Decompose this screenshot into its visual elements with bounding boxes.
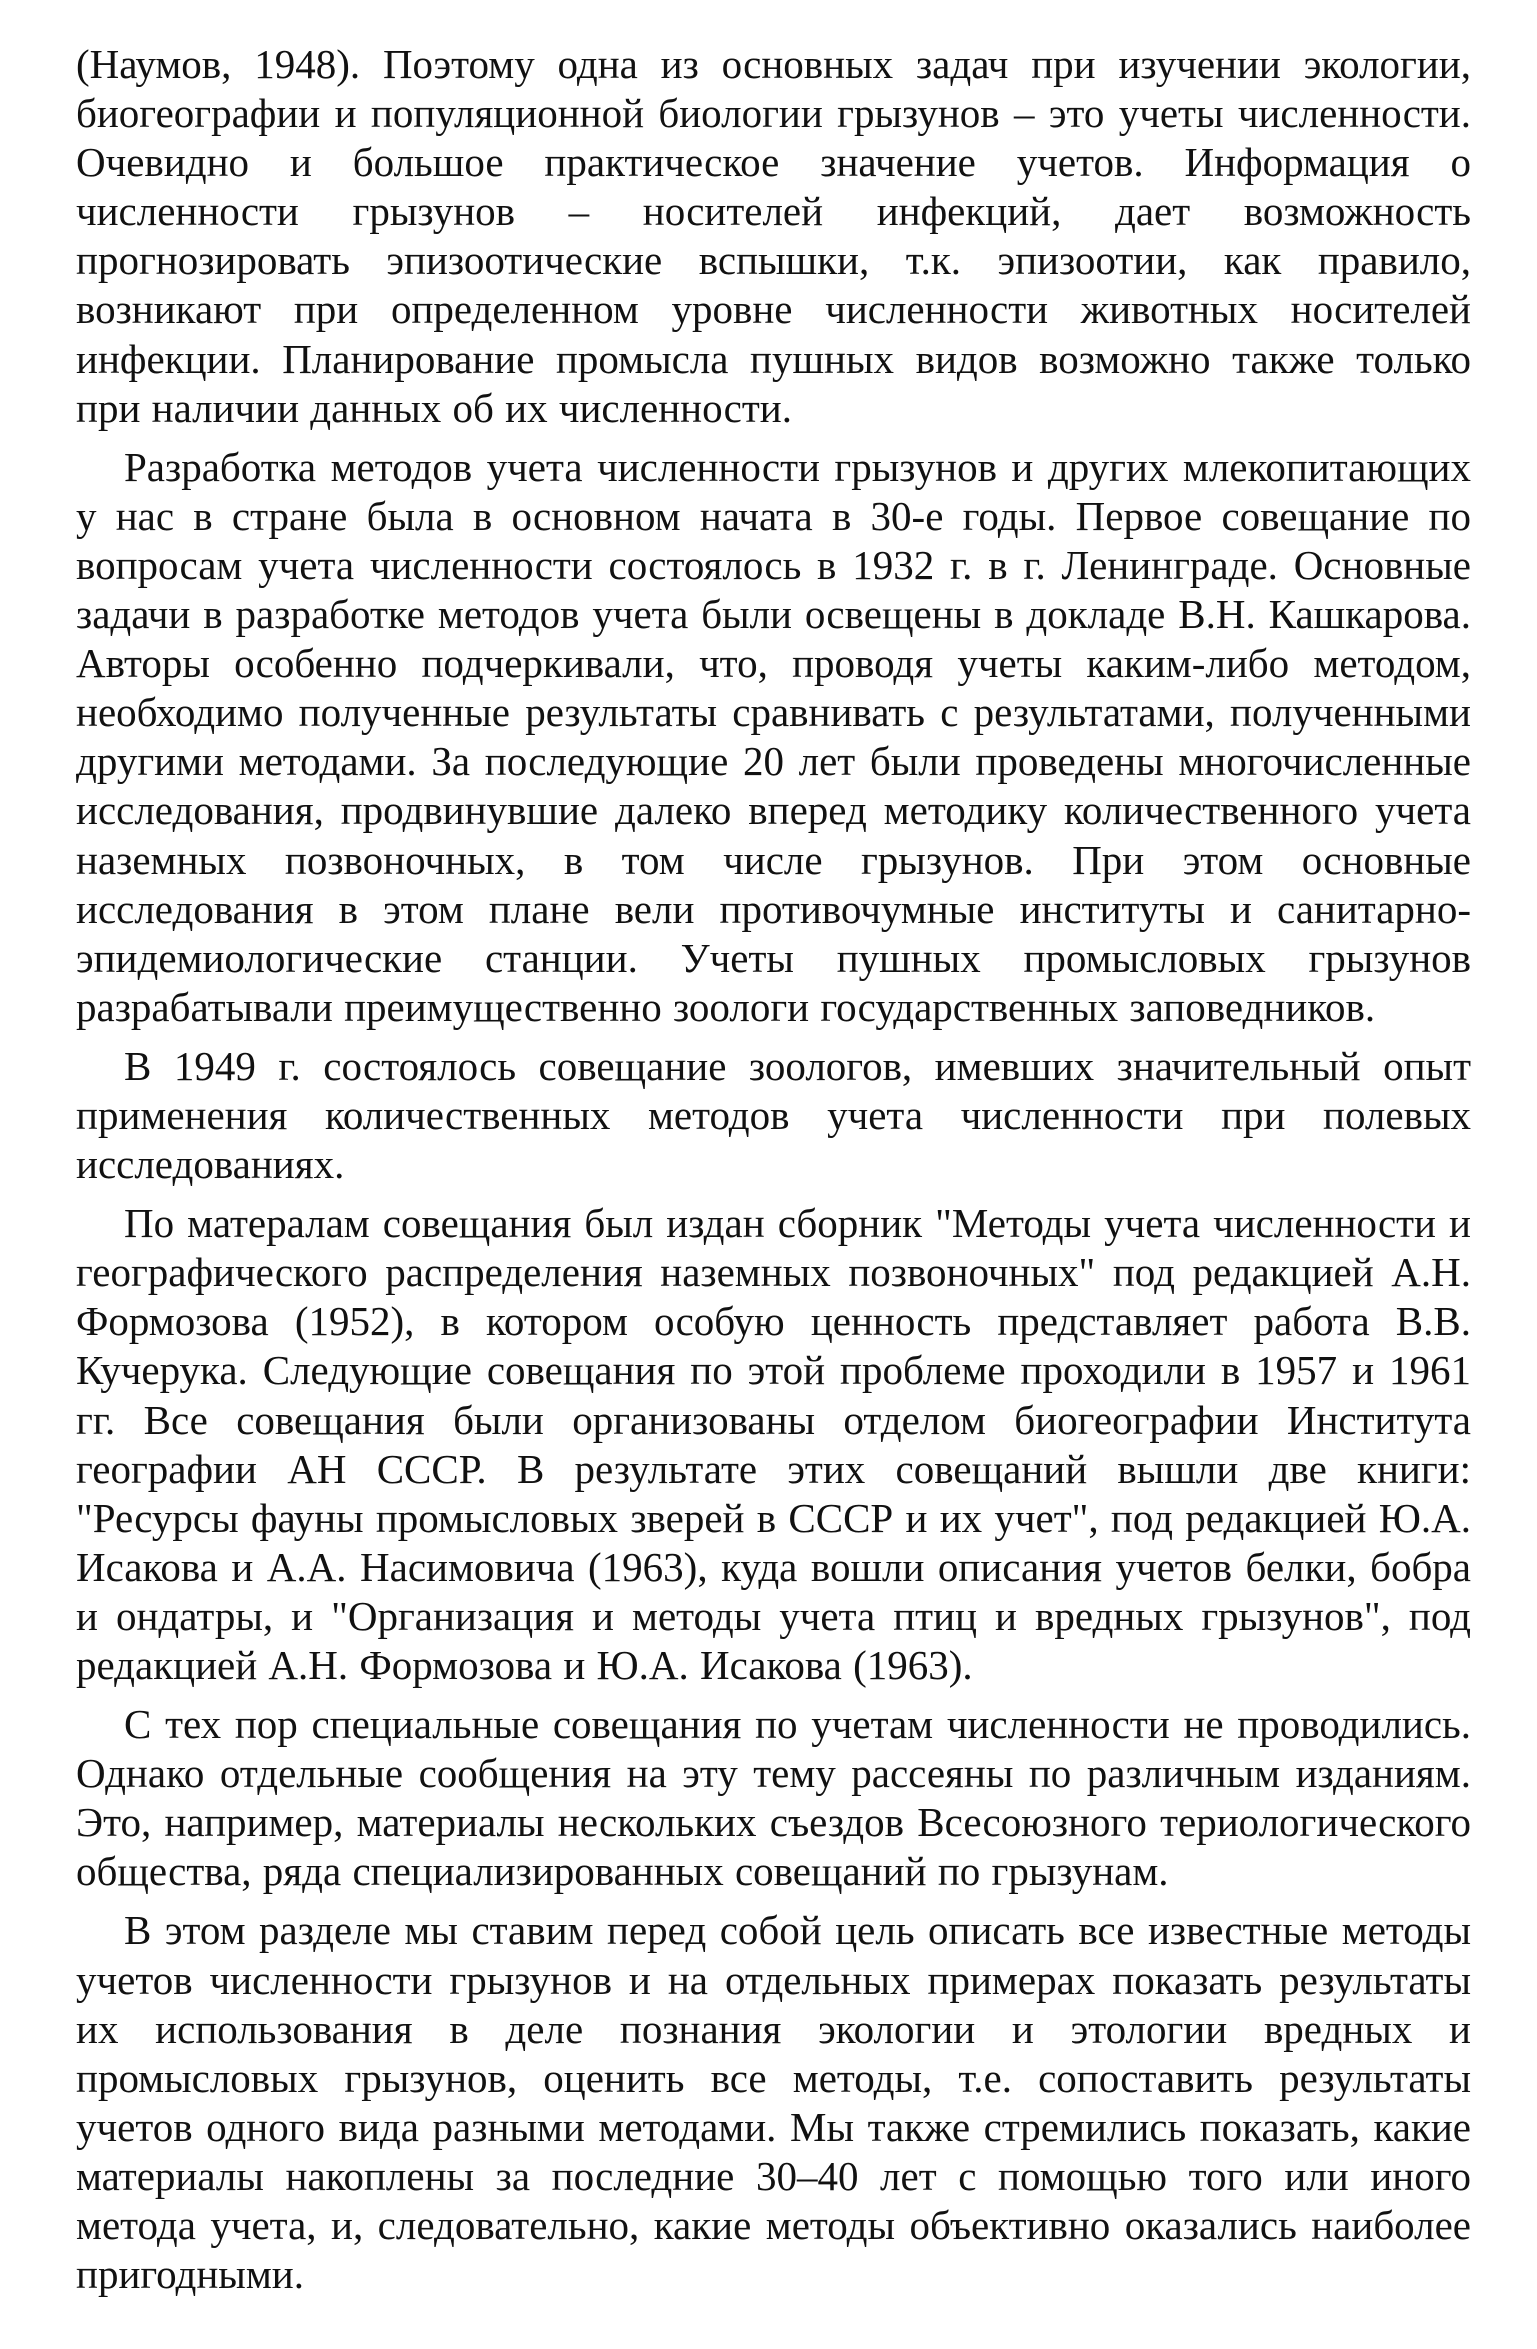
paragraph-publications: По матералам совещания был издан сборник "Методы учета численности и географического распределения наземных позвоночных" под редакцией А.Н. Формозова (1952), в котором особую ценность представляет работа В.В. Кучерука. Следующие совещания по этой проблеме проходили в 1957 и 1961 гг. Все совещания были организованы отделом биогеографии Института географии АН СССР. В результате этих совещаний вышли две книги: "Ресурсы фауны промысловых зверей в СССР и их учет", под редакцией Ю.А. Исакова и А.А. Насимовича (1963), куда вошли описания учетов белки, бобра и ондатры, и "Организация и методы учета птиц и вредных грызунов", под редакцией А.Н. Формозова и Ю.А. Исакова (1963).: [76, 1200, 1471, 1688]
paragraph-1949-meeting: В 1949 г. состоялось совещание зоологов, имевших значительный опыт применения количественных методов учета численности при полевых исследованиях.: [76, 1042, 1471, 1188]
paragraph-methods-history: Разработка методов учета численности грызунов и других млекопитающих у нас в стране была в основном начата в 30-е годы. Первое совещание по вопросам учета численности состоялось в 1932 г. в г. Ленинграде. Основные задачи в разработке методов учета были освещены в докладе В.Н. Кашкарова. Авторы особенно подчеркивали, что, проводя учеты каким-либо методом, необходимо полученные результаты сравнивать с результатами, полученными другими методами. За последующие 20 лет были проведены многочисленные исследования, продвинувшие далеко вперед методику количественного учета наземных позвоночных, в том числе грызунов. При этом основные исследования в этом плане вели противочумные институты и санитарно-эпидемиологические станции. Учеты пушных промысловых грызунов разрабатывали преимущественно зоологи государственных заповедников.: [76, 443, 1471, 1030]
paragraph-continuation: (Наумов, 1948). Поэтому одна из основных задач при изучении экологии, биогеографии и популяционной биологии грызунов – это учеты численности. Очевидно и большое практическое значение учетов. Информация о численности грызунов – носителей инфекций, дает возможность прогнозировать эпизоотические вспышки, т.к. эпизоотии, как правило, возникают при определенном уровне численности животных носителей инфекции. Планирование промысла пушных видов возможно также только при наличии данных об их численности.: [76, 41, 1471, 431]
paragraph-section-goal: В этом разделе мы ставим перед собой цель описать все известные методы учетов численности грызунов и на отдельных примерах показать результаты их использования в деле познания экологии и этологии вредных и промысловых грызунов, оценить все методы, т.е. сопоставить результаты учетов одного вида разными методами. Мы также стремились показать, какие материалы накоплены за последние 30–40 лет с помощью того или иного метода учета, и, следовательно, какие методы объективно оказались наиболее пригодными.: [76, 1907, 1471, 2298]
paragraph-later-meetings: С тех пор специальные совещания по учетам численности не проводились. Однако отдельные сообщения на эту тему рассеяны по различным изданиям. Это, например, материалы нескольких съездов Всесоюзного териологического общества, ряда специализированных совещаний по грызунам.: [76, 1701, 1471, 1895]
document-page: [76, 40, 1471, 2330]
